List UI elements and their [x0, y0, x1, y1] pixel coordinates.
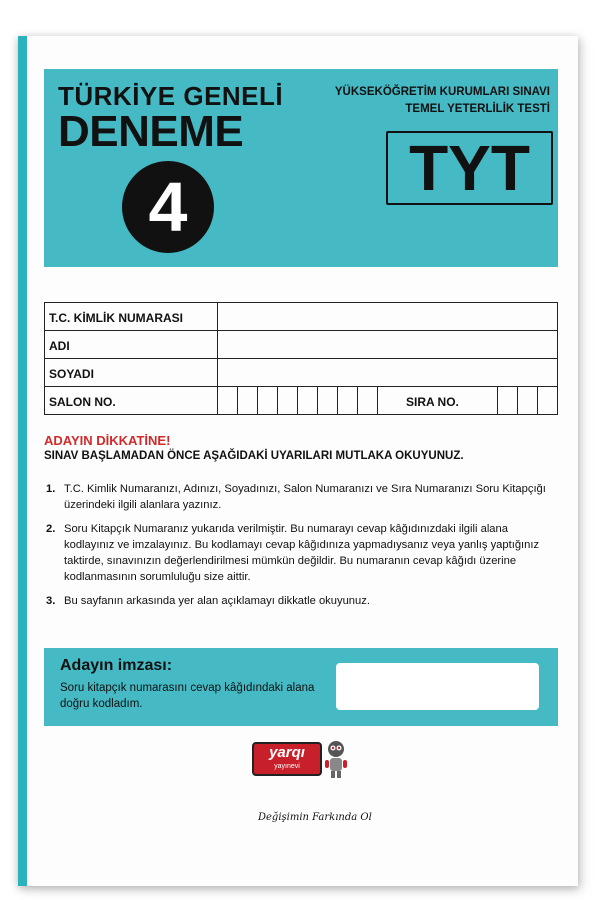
surname-row[interactable]	[44, 358, 558, 387]
cover-header	[44, 69, 558, 267]
exam-name-line2: TEMEL YETERLİLİK TESTİ	[405, 103, 550, 115]
title-line1: TÜRKİYE GENELİ	[58, 81, 284, 111]
instruction-number: 1.	[46, 483, 56, 495]
tc-number-label: T.C. KİMLİK NUMARASI	[49, 311, 183, 325]
instructions-list	[46, 481, 556, 617]
title-line2: DENEME	[58, 107, 244, 156]
exam-name-line1: YÜKSEKÖĞRETİM KURUMLARI SINAVI	[334, 86, 550, 98]
cover-spine	[18, 36, 27, 886]
test-code-box: TYT	[386, 131, 553, 205]
robot-mascot-icon	[324, 740, 348, 780]
publisher-logo	[252, 742, 338, 778]
publisher-slogan: Değişimin Farkında Ol	[258, 812, 372, 823]
name-label: ADI	[49, 339, 70, 353]
yarqi-logo-badge	[252, 742, 322, 776]
surname-label: SOYADI	[49, 367, 94, 381]
instruction-text: T.C. Kimlik Numaranızı, Adınızı, Soyadınızı, Salon Numaranızı ve Sıra Numaranızı Soru Kitapçığı üzerindeki ilgili alanlara yazınız.	[64, 483, 546, 511]
name-row[interactable]	[44, 330, 558, 359]
signature-box[interactable]	[336, 663, 539, 710]
signature-title: Adayın imzası:	[60, 657, 173, 674]
signature-statement: Soru kitapçık numarasını cevap kâğıdındaki alana doğru kodladım.	[60, 682, 315, 710]
notice-title: ADAYIN DİKKATİNE!	[44, 433, 171, 448]
sira-label: SIRA NO.	[406, 395, 459, 409]
exam-number-badge: 4	[122, 161, 214, 253]
salon-sira-row[interactable]	[44, 386, 558, 415]
signature-panel	[44, 648, 558, 726]
instruction-item	[46, 593, 556, 609]
salon-label: SALON NO.	[49, 395, 116, 409]
booklet-cover	[18, 36, 578, 886]
logo-word: yarqı	[269, 744, 305, 761]
instruction-text: Soru Kitapçık Numaranız yukarıda verilmiştir. Bu numarayı cevap kâğıdınızdaki ilgili alana kodlayınız ve imzalayınız. Bu kodlamayı cevap kâğıdınıza yapmadıysanız veya yanlış yaptığınız taktirde, sınavınızın değerlendirilmesi mümkün değildir. Bu numaranın cevap kâğıdı üzerine kodlanmasının sorumluluğu size aittir.	[64, 523, 540, 583]
instruction-item	[46, 521, 556, 585]
notice-subtitle: SINAV BAŞLAMADAN ÖNCE AŞAĞIDAKİ UYARILARI MUTLAKA OKUYUNUZ.	[44, 450, 464, 462]
tc-number-row[interactable]	[44, 302, 558, 331]
logo-subtitle: yayınevi	[274, 763, 300, 770]
instruction-number: 3.	[46, 595, 56, 607]
instruction-number: 2.	[46, 523, 56, 535]
instruction-item	[46, 481, 556, 513]
instruction-text: Bu sayfanın arkasında yer alan açıklamayı dikkatle okuyunuz.	[64, 595, 370, 607]
exam-name	[335, 84, 550, 118]
